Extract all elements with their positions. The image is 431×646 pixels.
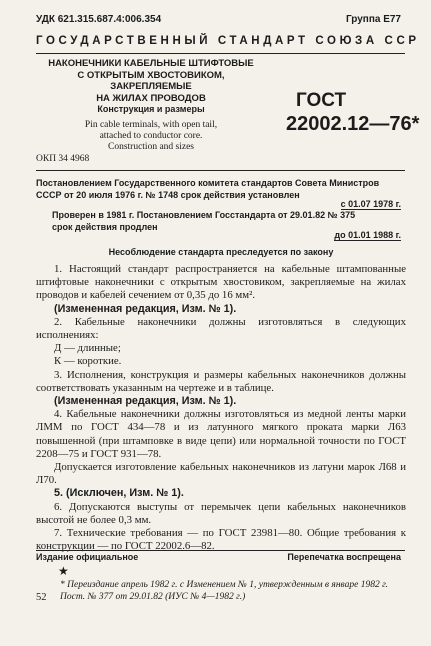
document-body bbox=[36, 263, 406, 553]
paragraph-2-variant-k: К — короткие. bbox=[54, 355, 122, 368]
paragraph-1: 1. Настоящий стандарт распространяется на кабельные штампованные штифтовые наконечники с открытым хвостовиком, закрепляемые на жилах проводов и кабелей сечением от 0,35 до 16 мм². bbox=[36, 263, 406, 302]
decree-date: с 01.07 1978 г. bbox=[340, 199, 401, 209]
reissue-footnote: * Переиздание апрель 1982 г. с Изменением № 1, утвержденным в январе 1982 г. Пост. № 377 от 29.01.82 (ИУС № 4—1982 г.) bbox=[60, 580, 389, 602]
official-edition-label: Издание официальное bbox=[36, 552, 139, 562]
group-code: Группа Е77 bbox=[345, 14, 401, 25]
okp-rule bbox=[36, 170, 405, 171]
paragraph-1-edit: (Измененная редакция, Изм. № 1). bbox=[54, 302, 237, 315]
paragraph-3-edit: (Измененная редакция, Изм. № 1). bbox=[54, 395, 237, 408]
title-line-1: НАКОНЕЧНИКИ КАБЕЛЬНЫЕ ШТИФТОВЫЕ bbox=[48, 58, 254, 69]
english-title bbox=[36, 120, 266, 152]
title-line-2: С ОТКРЫТЫМ ХВОСТОВИКОМ, ЗАКРЕПЛЯЕМЫЕ bbox=[77, 69, 225, 92]
paragraph-2: 2. Кабельные наконечники должны изготовляться в следующих исполнениях: bbox=[36, 315, 406, 342]
udk-code: УДК 621.315.687.4:006.354 bbox=[36, 14, 162, 25]
checked-text: Проверен в 1981 г. Постановлением Госстандарта от 29.01.82 № 375 срок действия продлен bbox=[52, 210, 356, 232]
paragraph-6: 6. Допускаются выступы от перемычек цепи кабельных наконечников высотой не более 0,3 мм. bbox=[36, 500, 406, 526]
english-title-line-1: Pin cable terminals, with open tail, bbox=[84, 120, 218, 130]
checked-date: до 01.01 1988 г. bbox=[334, 230, 401, 240]
paragraph-7: 7. Технические требования — по ГОСТ 23981—80. Общие требования к конструкции — по ГОСТ 22002.6—82. bbox=[36, 527, 406, 553]
document-title bbox=[36, 58, 266, 104]
document-subtitle: Конструкция и размеры bbox=[97, 104, 205, 114]
gost-number: 22002.12—76* bbox=[286, 113, 420, 135]
reprint-prohibited-label: Перепечатка воспрещена bbox=[287, 552, 401, 562]
paragraph-4-extra: Допускается изготовление кабельных наконечников из латуни марок Л68 и Л70. bbox=[36, 461, 406, 487]
legal-note: Несоблюдение стандарта преследуется по закону bbox=[108, 247, 334, 257]
footer-rule bbox=[36, 550, 405, 551]
standard-banner: ГОСУДАРСТВЕННЫЙ СТАНДАРТ СОЮЗА ССР bbox=[36, 35, 420, 47]
star-icon: ★ bbox=[58, 564, 69, 578]
paragraph-5: 5. (Исключен, Изм. № 1). bbox=[54, 487, 184, 500]
paragraph-3: 3. Исполнения, конструкция и размеры кабельных наконечников должны соответствовать указанным на чертеже и в таблице. bbox=[36, 368, 406, 394]
header-rule bbox=[36, 53, 405, 54]
gost-label: ГОСТ bbox=[296, 90, 347, 111]
title-line-3: НА ЖИЛАХ ПРОВОДОВ bbox=[96, 92, 206, 104]
paragraph-2-variant-d: Д — длинные; bbox=[54, 342, 121, 355]
okp-code: ОКП 34 4968 bbox=[36, 154, 90, 164]
paragraph-4: 4. Кабельные наконечники должны изготовляться из медной ленты марки ЛММ по ГОСТ 434—78 и из латунного мягкого проката марки Л63 повышенной (при штамповке в виде цепи) или нормальной точности по ГОСТ 2208—75 и ГОСТ 931—78. bbox=[36, 408, 406, 460]
english-title-line-3: Construction and sizes bbox=[107, 141, 194, 152]
decree-text: Постановлением Государственного комитета стандартов Совета Министров СССР от 20 июля 1976 г. № 1748 срок действия установлен bbox=[36, 178, 380, 200]
page-number: 52 bbox=[36, 592, 47, 603]
english-title-line-2: attached to conductor core. bbox=[99, 130, 203, 141]
